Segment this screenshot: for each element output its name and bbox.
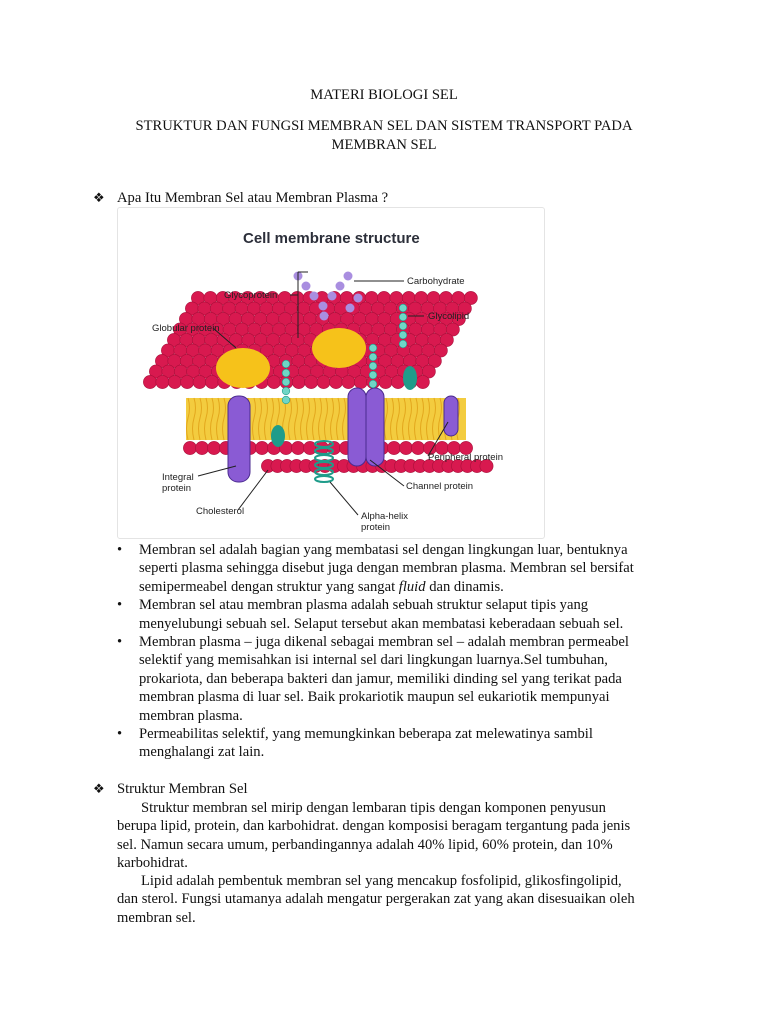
subtitle-line-2: MEMBRAN SEL — [331, 137, 437, 153]
phospholipid-head — [181, 375, 194, 388]
list-item — [117, 596, 677, 633]
phospholipid-head — [387, 441, 400, 454]
glycolipid-bead — [282, 378, 290, 386]
paragraph-lipid — [117, 872, 677, 927]
glycolipid-bead — [399, 340, 407, 348]
channel-protein — [348, 388, 366, 466]
text-line: dan dinamis. — [425, 578, 504, 595]
alpha-helix-coil — [315, 476, 333, 482]
phospholipid-head — [207, 441, 220, 454]
phospholipid-head — [305, 375, 318, 388]
phospholipid-head — [291, 441, 304, 454]
phospholipid-head — [255, 441, 268, 454]
carbohydrate-bead — [320, 312, 329, 321]
list-item — [117, 541, 677, 596]
phospholipid-head — [267, 375, 280, 388]
glycolipid-bead — [282, 396, 290, 404]
section-heading-structure — [93, 781, 248, 798]
text-line: Lipid adalah pembentuk membran sel yang mencakup fosfolipid, glikosfingolipid, — [141, 873, 622, 889]
cell-membrane-diagram — [118, 208, 544, 538]
phospholipid-head — [411, 441, 424, 454]
paragraph-structure — [117, 799, 677, 873]
phospholipid-head — [416, 375, 429, 388]
membrane-facts-list — [117, 541, 677, 762]
text-line: Permeabilitas selektif, yang memungkinkan beberapa zat melewatinya sambil — [139, 726, 593, 743]
text-line: menghalangi zat lain. — [139, 744, 265, 761]
phospholipid-head — [292, 375, 305, 388]
section-heading-membrane — [93, 190, 388, 207]
glycolipid-bead — [282, 387, 290, 395]
label-glycolipid: Glycolipid — [428, 311, 470, 322]
carbohydrate-bead — [310, 292, 319, 301]
phospholipid-head — [205, 375, 218, 388]
glycolipid-bead — [369, 344, 377, 352]
phospholipid-head — [317, 375, 330, 388]
label-alpha-helix-1: Alpha-helix — [361, 511, 408, 522]
document-subtitle — [0, 117, 768, 155]
text-line: karbohidrat. — [117, 855, 188, 872]
phospholipid-head — [399, 441, 412, 454]
small-protein — [403, 366, 417, 390]
phospholipid-head — [379, 375, 392, 388]
phospholipid-head — [195, 441, 208, 454]
section-heading-text: Struktur Membran Sel — [117, 781, 248, 797]
list-item — [117, 633, 677, 725]
text-line: Struktur membran sel mirip dengan lembaran tipis dengan komponen penyusun — [141, 800, 606, 816]
glycolipid-bead — [399, 322, 407, 330]
text-line: Membran plasma – juga dikenal sebagai membran sel – adalah membran permeabel — [139, 634, 629, 651]
carbohydrate-bead — [328, 292, 337, 301]
glycolipid-bead — [369, 362, 377, 370]
text-line: Membran sel atau membran plasma adalah sebuah struktur selaput tipis yang — [139, 597, 589, 614]
globular-protein — [216, 348, 270, 388]
text-line: Membran sel adalah bagian yang membatasi sel dengan lingkungan luar, bentuknya — [139, 542, 628, 558]
peripheral-protein — [444, 396, 458, 436]
phospholipid-head — [342, 375, 355, 388]
label-glycoprotein: Glycoprotein — [224, 290, 278, 301]
list-item — [117, 725, 677, 762]
cell-membrane-figure — [117, 207, 545, 539]
text-line: selektif yang memisahkan isi internal sel dari lingkungan luarnya.Sel tumbuhan, — [139, 652, 608, 669]
phospholipid-head — [143, 375, 156, 388]
integral-protein — [228, 396, 250, 482]
text-line: membran sel. — [117, 909, 196, 926]
diamond-bullet-icon: ❖ — [93, 781, 105, 796]
channel-protein — [366, 388, 384, 466]
phospholipid-head — [168, 375, 181, 388]
glycolipid-bead — [369, 371, 377, 379]
glycolipid-bead — [282, 369, 290, 377]
carbohydrate-bead — [344, 272, 353, 281]
text-line: menyelubungi sebuah sel. Selaput tersebut akan membatasi keberadaan sebuah sel. — [139, 615, 624, 632]
globular-protein — [312, 328, 366, 368]
carbohydrate-bead — [354, 294, 363, 303]
text-line: seperti plasma sehingga disebut juga dengan membran plasma. Membran sel bersifat — [139, 560, 634, 577]
phospholipid-head — [183, 441, 196, 454]
text-line: sel. Namun secara umum, perbandingannya adalah 40% lipid, 60% protein, dan 10% — [117, 836, 613, 853]
alpha-helix-coil — [315, 455, 333, 461]
label-carbohydrate: Carbohydrate — [407, 276, 465, 287]
label-alpha-helix-2: protein — [361, 522, 391, 533]
italic-term: fluid — [398, 578, 426, 595]
text-line: dan sterol. Fungsi utamanya adalah mengatur pergerakan zat yang akan disesuaikan oleh — [117, 891, 635, 908]
text-line: berupa lipid, protein, dan karbohidrat. dengan komposisi beragam tergantung pada jenis — [117, 818, 631, 835]
phospholipid-head — [391, 375, 404, 388]
label-peripheral-protein: Peripheral protein — [428, 452, 503, 463]
text-line: membran plasma di luar sel. Baik prokariotik maupun sel eukariotik mempunyai — [139, 689, 610, 706]
phospholipid-head — [156, 375, 169, 388]
carbohydrate-bead — [302, 282, 311, 291]
glycolipid-bead — [369, 353, 377, 361]
glycolipid-bead — [399, 304, 407, 312]
glycolipid-bead — [399, 331, 407, 339]
cholesterol — [271, 425, 285, 447]
phospholipid-head — [354, 375, 367, 388]
label-channel-protein: Channel protein — [406, 481, 474, 492]
glycolipid-bead — [282, 360, 290, 368]
diamond-bullet-icon: ❖ — [93, 190, 105, 205]
label-globular-protein: Globular protein — [152, 323, 220, 334]
section-heading-text: Apa Itu Membran Sel atau Membran Plasma ? — [117, 190, 389, 206]
text-line: semipermeabel dengan struktur yang sangat — [139, 578, 399, 595]
carbohydrate-bead — [319, 302, 328, 311]
carbohydrate-bead — [336, 282, 345, 291]
text-line: prokariota, dan beberapa bakteri dan jamur, memiliki dinding sel yang terikat pada — [139, 670, 622, 687]
glycolipid-bead — [369, 380, 377, 388]
carbohydrate-bead — [346, 304, 355, 313]
glycolipid-bead — [399, 313, 407, 321]
phospholipid-head — [329, 375, 342, 388]
subtitle-line-1: STRUKTUR DAN FUNGSI MEMBRAN SEL DAN SISTEM TRANSPORT PADA — [135, 118, 633, 134]
label-integral-protein-1: Integral — [162, 472, 194, 483]
label-cholesterol: Cholesterol — [196, 506, 245, 517]
text-line: membran plasma. — [139, 707, 243, 724]
document-title: MATERI BIOLOGI SEL — [310, 87, 458, 103]
leader-line — [330, 482, 358, 515]
label-integral-protein-2: protein — [162, 483, 192, 494]
phospholipid-head — [193, 375, 206, 388]
figure-title: Cell membrane structure — [243, 230, 420, 247]
